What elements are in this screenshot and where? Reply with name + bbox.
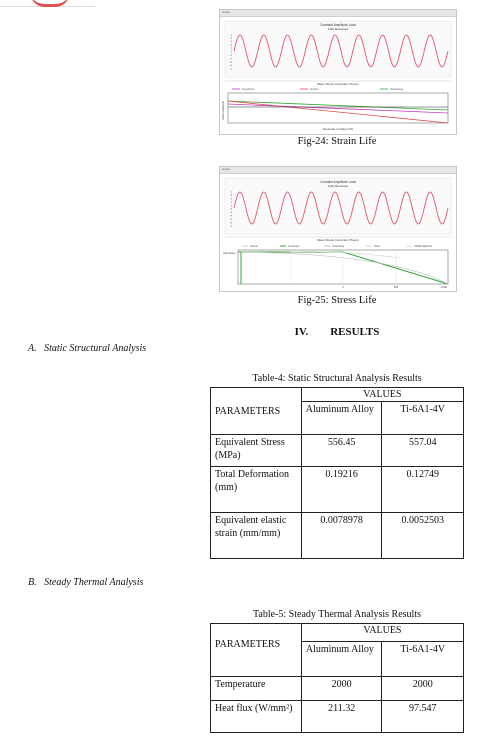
fig24-ylabel: Strain Amplitude (222, 101, 225, 120)
table4-values-header: VALUES (301, 388, 463, 402)
fig24-xlabel: Reversals to Failure (Nf) (322, 127, 354, 131)
table5 (210, 623, 464, 733)
y-tick-label: -.4 (229, 57, 232, 61)
fig24-bottom-title: Mean Stress Correction Theory (317, 82, 359, 86)
y-tick-label: .2 (230, 47, 232, 51)
section-heading: IV. RESULTS (294, 326, 380, 338)
fig24-caption: Fig-24: Strain Life (297, 136, 377, 147)
y-tick-label: -.2 (229, 54, 232, 58)
journal-logo (0, 0, 95, 7)
figure-25-screenshot (219, 166, 457, 292)
fig25-legend-5: ASME Elliptical (414, 245, 432, 248)
fig25-legend-3: Soderberg (332, 245, 345, 248)
table4-caption: Table-4: Static Structural Analysis Results (252, 373, 422, 384)
table4-col-aluminum: Aluminum Alloy (301, 402, 382, 435)
y-tick-label: 0 (230, 207, 232, 211)
table5-col-ti: Ti-6A1-4V (382, 642, 464, 677)
table4-cell: 0.12749 (382, 467, 464, 513)
y-tick-label: -.6 (229, 61, 232, 64)
table4-row-param: Equivalent elastic strain (mm/mm) (211, 513, 302, 559)
table5-col-aluminum: Aluminum Alloy (301, 642, 382, 677)
y-tick-label: -.8 (229, 221, 232, 225)
fig25-xtick-2: 1000 (441, 286, 447, 289)
subsection-b-heading: B. Steady Thermal Analysis (28, 577, 144, 588)
y-tick-label: 1 (230, 33, 232, 37)
fig25-top-subtitle: Fully Reversed (327, 184, 349, 188)
fig25-legend-2: Goodman (288, 245, 300, 248)
table4-cell: 0.19216 (301, 467, 382, 513)
window-titlebar: Ansys (220, 10, 456, 17)
table5-cell: 211.32 (301, 701, 382, 733)
table5-param-header: PARAMETERS (211, 624, 302, 677)
fig24-legend-2: Gerber (310, 87, 319, 91)
fig25-ylabel: Alternating (223, 252, 236, 255)
y-tick-label: -1 (229, 67, 232, 71)
y-tick-label: -.4 (229, 214, 232, 218)
table5-cell: 97.547 (382, 701, 464, 733)
y-tick-label: .6 (230, 40, 232, 44)
table4-row-param: Equivalent Stress (MPa) (211, 435, 302, 467)
subsection-a-heading: A. Static Structural Analysis (28, 343, 147, 354)
table4 (210, 387, 464, 559)
y-tick-label: -.8 (229, 64, 232, 68)
table4-cell: 0.0052503 (382, 513, 464, 559)
table4-cell: 0.0078978 (301, 513, 382, 559)
y-tick-label: .4 (230, 201, 232, 204)
table5-caption: Table-5: Steady Thermal Analysis Results (253, 609, 421, 620)
fig25-bottom-title: Mean Stress Correction Theory (317, 238, 359, 242)
y-tick-label: -.2 (229, 211, 232, 215)
fig25-caption: Fig-25: Stress Life (297, 295, 377, 306)
table4-cell: 557.04 (382, 435, 464, 467)
y-tick-label: -1 (229, 224, 232, 228)
y-tick-label: 1 (230, 190, 232, 194)
fig24-legend-1: Goodman (242, 87, 255, 91)
fig25-legend-4: None (374, 245, 381, 248)
fig25-xtick-1: 500 (393, 286, 399, 289)
fig24-plots (220, 17, 456, 135)
y-tick-label: .2 (230, 204, 232, 208)
table4-param-header: PARAMETERS (211, 388, 302, 435)
table5-values-header: VALUES (301, 624, 463, 642)
fig25-legend-1: Gerber (250, 245, 259, 248)
y-tick-label: .6 (230, 197, 232, 201)
table4-col-ti: Ti-6A1-4V (382, 402, 464, 435)
fig25-plots (220, 174, 456, 292)
table5-cell: 2000 (382, 677, 464, 701)
table5-row-param: Heat flux (W/mm²) (211, 701, 302, 733)
y-tick-label: .8 (230, 194, 232, 198)
y-tick-label: 0 (230, 50, 232, 54)
table4-row-param: Total Deformation (mm) (211, 467, 302, 513)
table4-cell: 556.45 (301, 435, 382, 467)
y-tick-label: -.6 (229, 218, 232, 221)
window-titlebar: Ansys (220, 167, 456, 174)
table5-cell: 2000 (301, 677, 382, 701)
table5-row-param: Temperature (211, 677, 302, 701)
y-tick-label: .8 (230, 37, 232, 41)
figure-24-screenshot (219, 9, 457, 135)
y-tick-label: .4 (230, 44, 232, 47)
fig24-top-subtitle: Fully Reversed (327, 27, 349, 31)
fig24-legend-3: Soderberg (390, 87, 404, 91)
fig25-top-title: Constant Amplitude Load (320, 180, 356, 184)
fig24-top-title: Constant Amplitude Load (320, 23, 356, 27)
fig25-xtick-0: 0 (342, 286, 344, 289)
